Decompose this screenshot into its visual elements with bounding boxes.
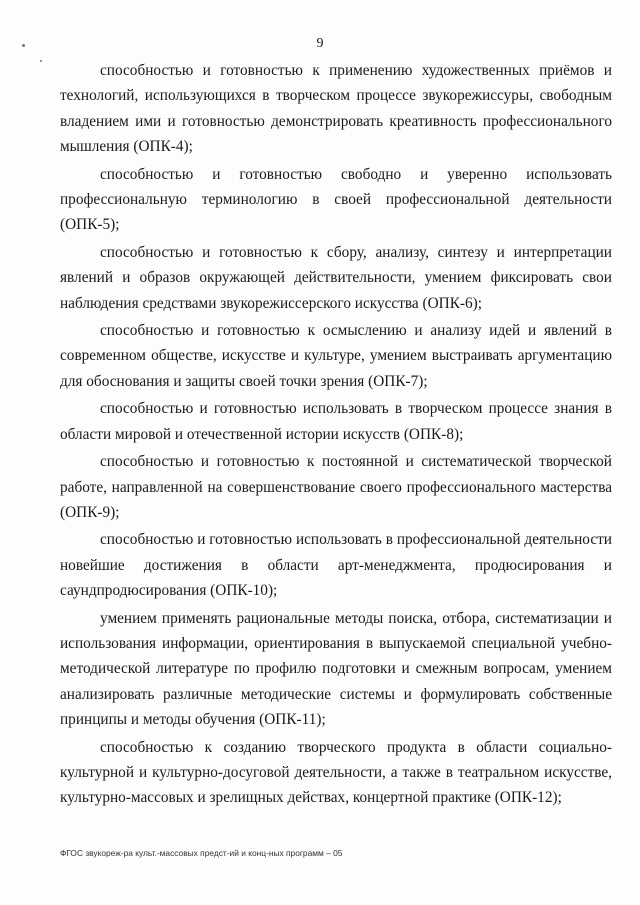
paragraph-opk-11: умением применять рациональные методы поиска, отбора, систематизации и использования информации, ориентирования в выпускаемой специальной учебно-методической литературе по профилю подготовки и смежным вопросам, умением анализировать различные методические системы и формулировать собственные принципы и методы обучения (ОПК-11); — [60, 609, 612, 729]
paragraph-opk-7: способностью и готовностью к осмыслению и анализу идей и явлений в современном обществе, искусстве и культуре, умением выстраивать аргументацию для обоснования и защиты своей точки зрения (ОПК-7); — [60, 322, 612, 390]
body-text — [60, 58, 612, 811]
page-footer: ФГОС звукореж-ра культ.-массовых предст-ий и конц-ных программ – 05 — [60, 848, 343, 858]
page-number: 9 — [316, 36, 324, 51]
paragraph-opk-12: способностью к созданию творческого продукта в области социально-культурной и культурно-досуговой деятельности, а также в театральном искусстве, культурно-массовых и зрелищных действах, концертной практике (ОПК-12); — [60, 738, 612, 807]
paragraph-opk-6: способностью и готовностью к сбору, анализу, синтезу и интерпретации явлений и образов окружающей действительности, умением фиксировать свои наблюдения средствами звукорежиссерского искусства (ОПК-6); — [60, 243, 612, 312]
paragraph-opk-9: способностью и готовностью к постоянной и систематической творческой работе, направленной на совершенствование своего профессионального мастерства (ОПК-9); — [60, 453, 612, 521]
paragraph-opk-5: способностью и готовностью свободно и уверенно использовать профессиональную терминологию в своей профессиональной деятельности (ОПК-5); — [60, 165, 612, 234]
paragraph-opk-4: способностью и готовностью к применению художественных приёмов и технологий, использующихся в творческом процессе звукорежиссуры, свободным владением ими и готовностью демонстрировать креативность профессионального мышления (ОПК-4); — [60, 62, 612, 156]
paragraph-opk-10: способностью и готовностью использовать в профессиональной деятельности новейшие достижения в области арт-менеджмента, продюсирования и саундпродюсирования (ОПК-10); — [60, 531, 612, 600]
scan-speck — [40, 60, 42, 62]
paragraph-opk-8: способностью и готовностью использовать в творческом процессе знания в области мировой и отечественной истории искусств (ОПК-8); — [60, 400, 612, 443]
